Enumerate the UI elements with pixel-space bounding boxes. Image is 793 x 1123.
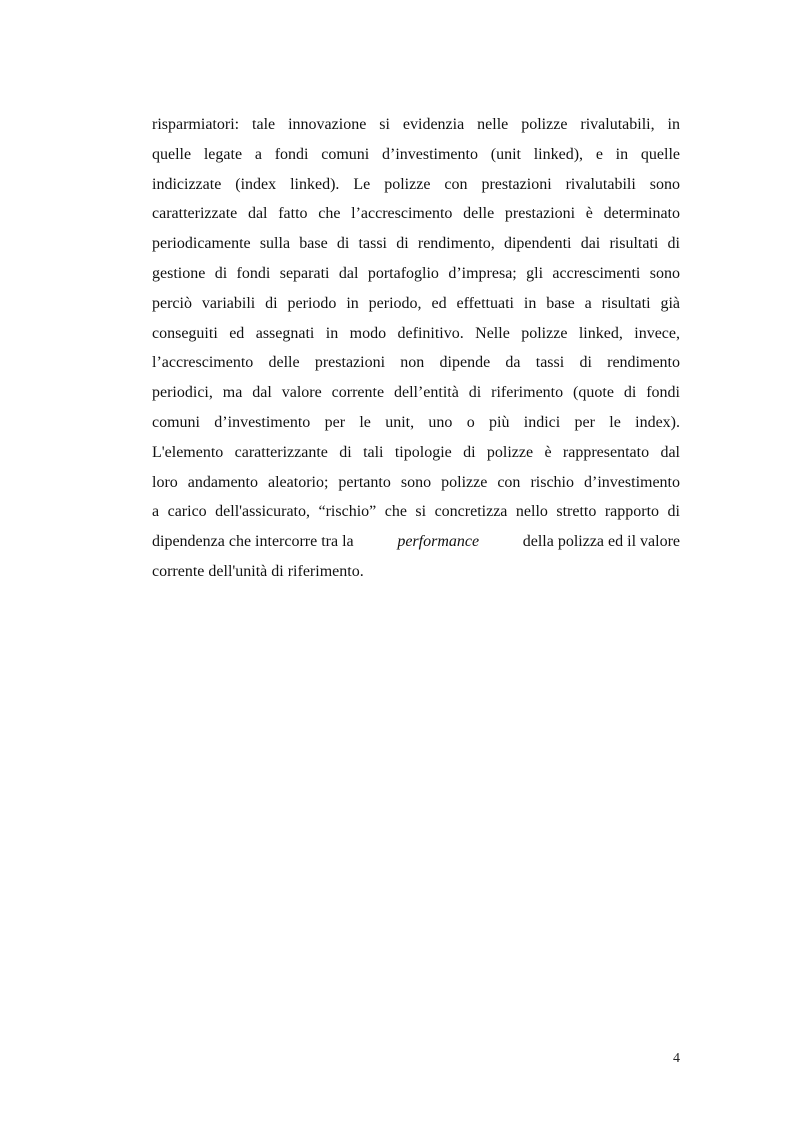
text-line: loro andamento aleatorio; pertanto sono polizze con rischio d’investimento [152,473,680,491]
text-line: caratterizzate dal fatto che l’accrescimento delle prestazioni è determinato [152,205,680,223]
text-line-last: corrente dell'unità di riferimento. [152,562,364,580]
text-line: comuni d’investimento per le unit, uno o più indici per le index). [152,413,680,431]
text-line: conseguiti ed assegnati in modo definitivo. Nelle polizze linked, invece, [152,324,680,342]
text-line: perciò variabili di periodo in periodo, ed effettuati in base a risultati già [152,294,680,312]
text-line-with-italic [152,527,680,557]
text-line: risparmiatori: tale innovazione si evidenzia nelle polizze rivalutabili, in [152,116,680,133]
italic-term: performance [397,533,480,551]
text-segment: dipendenza che intercorre tra la [152,533,354,551]
page-number: 4 [673,1051,680,1066]
text-line: periodici, ma dal valore corrente dell’entità di riferimento (quote di fondi [152,384,680,402]
text-line: L'elemento caratterizzante di tali tipologie di polizze è rappresentato dal [152,443,680,461]
text-line: quelle legate a fondi comuni d’investimento (unit linked), e in quelle [152,145,680,163]
text-line: a carico dell'assicurato, “rischio” che si concretizza nello stretto rapporto di [152,503,680,521]
text-line: periodicamente sulla base di tassi di rendimento, dipendenti dai risultati di [152,235,680,253]
text-line: indicizzate (index linked). Le polizze con prestazioni rivalutabili sono [152,175,680,193]
body-paragraph [152,110,680,587]
text-line: l’accrescimento delle prestazioni non dipende da tassi di rendimento [152,354,680,372]
text-line: gestione di fondi separati dal portafoglio d’impresa; gli accrescimenti sono [152,264,680,282]
text-segment: della polizza ed il valore [522,533,680,551]
